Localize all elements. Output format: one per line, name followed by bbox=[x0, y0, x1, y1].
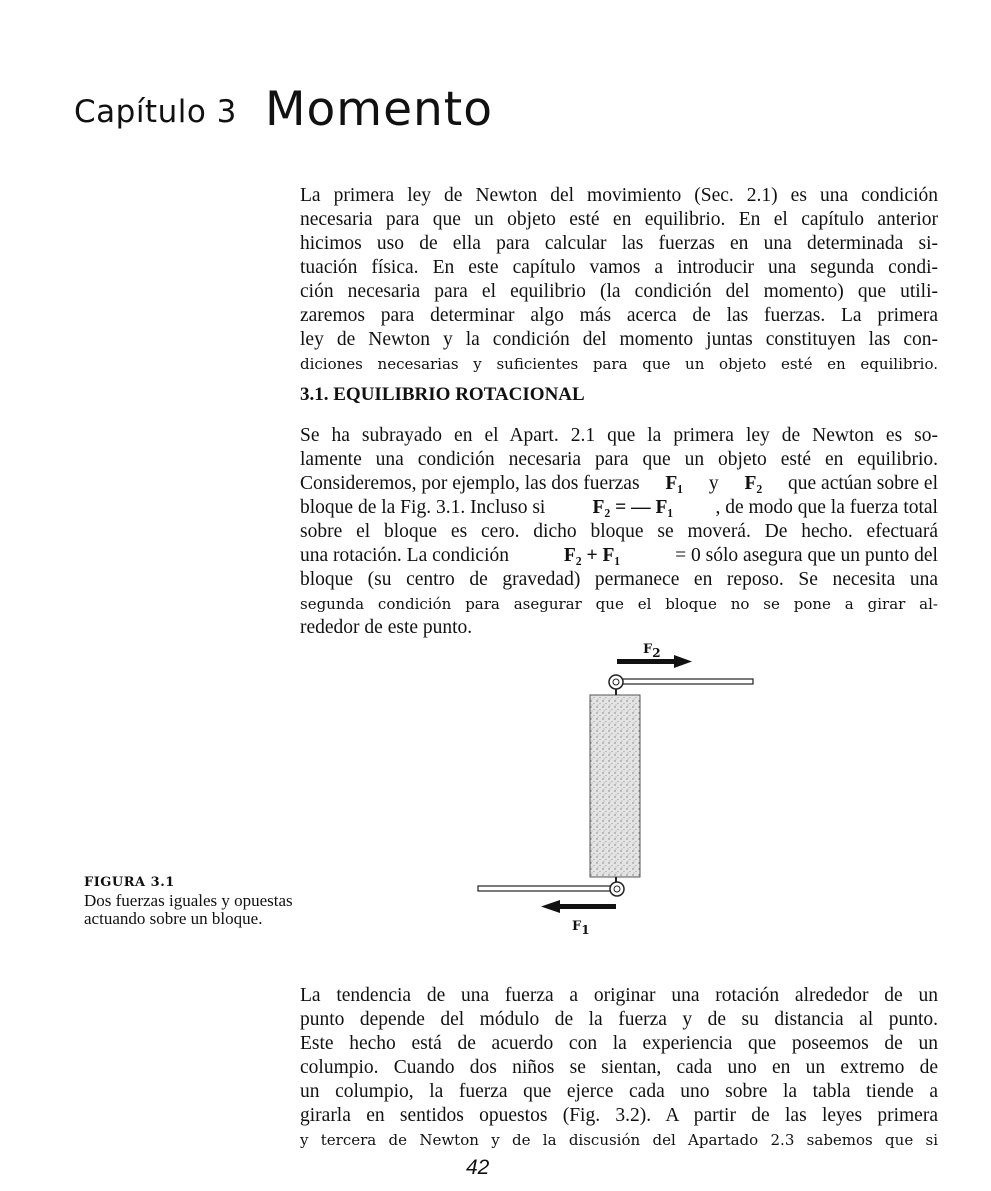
figure-block-forces bbox=[470, 640, 770, 940]
caption-line: actuando sobre un bloque. bbox=[84, 909, 263, 928]
text-line bbox=[300, 496, 938, 520]
text-line: ción necesaria para el equilibrio (la condición del momento) que utili- bbox=[300, 281, 938, 302]
paragraph-intro bbox=[300, 184, 938, 376]
text-line bbox=[300, 472, 938, 496]
bottom-rod bbox=[478, 877, 624, 896]
arrow-f1-icon bbox=[541, 900, 616, 913]
text-line: columpio. Cuando dos niños se sientan, cada uno en un extremo de bbox=[300, 1057, 938, 1078]
text-line: segunda condición para asegurar que el bloque no se pone a girar al- bbox=[300, 595, 938, 613]
text-line: La primera ley de Newton del movimiento (Sec. 2.1) es una condición bbox=[300, 185, 938, 206]
text-line: sobre el bloque es cero. dicho bloque se moverá. De hecho. efectuará bbox=[300, 521, 938, 542]
chapter-title: Momento bbox=[265, 82, 493, 137]
text-line: diciones necesarias y suficientes para que un objeto esté en equilibrio. bbox=[300, 355, 938, 373]
text-segment: = 0 sólo asegura que un punto del bbox=[670, 545, 938, 566]
text-line: y tercera de Newton y de la discusión del Apartado 2.3 sabemos que si bbox=[300, 1131, 938, 1149]
text-line: hicimos uso de ella para calcular las fuerzas en una determinada si- bbox=[300, 233, 938, 254]
text-line: Este hecho está de acuerdo con la experiencia que poseemos de un bbox=[300, 1033, 938, 1054]
text-line: bloque (su centro de gravedad) permanece en reposo. Se necesita una bbox=[300, 569, 938, 590]
chapter-label: Capítulo 3 bbox=[74, 94, 237, 130]
top-rod bbox=[609, 675, 753, 695]
text-line: tuación física. En este capítulo vamos a introducir una segunda condi- bbox=[300, 257, 938, 278]
force-equation: F₂ + F₁ bbox=[563, 545, 621, 566]
text-line: La tendencia de una fuerza a originar una rotación alrededor de un bbox=[300, 985, 938, 1006]
force-equation: F₂ = — F₁ bbox=[592, 497, 674, 518]
paragraph-equilibrium bbox=[300, 424, 938, 640]
text-segment: y bbox=[704, 473, 724, 494]
force-symbol: F bbox=[572, 919, 582, 934]
block bbox=[590, 695, 640, 877]
figure-label: FIGURA 3.1 bbox=[84, 875, 175, 890]
caption-line: Dos fuerzas iguales y opuestas bbox=[84, 891, 293, 910]
text-segment: Consideremos, por ejemplo, las dos fuerzas bbox=[300, 473, 645, 494]
text-line: necesaria para que un objeto esté en equilibrio. En el capítulo anterior bbox=[300, 209, 938, 230]
label-f1 bbox=[572, 919, 590, 937]
text-line bbox=[300, 544, 938, 568]
text-line: lamente una condición necesaria para que un objeto esté en equilibrio. bbox=[300, 449, 938, 470]
paragraph-torque bbox=[300, 984, 938, 1152]
text-line: Se ha subrayado en el Apart. 2.1 que la primera ley de Newton es so- bbox=[300, 425, 938, 446]
text-line: girarla en sentidos opuestos (Fig. 3.2). A partir de las leyes primera bbox=[300, 1105, 938, 1126]
text-line: punto depende del módulo de la fuerza y de su distancia al punto. bbox=[300, 1009, 938, 1030]
force-symbol: F₂ bbox=[744, 473, 763, 494]
text-line: un columpio, la fuerza que ejerce cada uno sobre la tabla tiende a bbox=[300, 1081, 938, 1102]
section-heading: 3.1. EQUILIBRIO ROTACIONAL bbox=[300, 384, 585, 405]
text-line: zaremos para determinar algo más acerca de las fuerzas. La primera bbox=[300, 305, 938, 326]
force-subscript: 2 bbox=[652, 646, 661, 660]
text-segment: bloque de la Fig. 3.1. Incluso si bbox=[300, 497, 551, 518]
force-symbol: F bbox=[643, 642, 653, 657]
label-f2 bbox=[643, 642, 661, 660]
text-segment: que actúan sobre el bbox=[783, 473, 938, 494]
text-segment: una rotación. La condición bbox=[300, 545, 514, 566]
figure-caption bbox=[84, 874, 293, 928]
text-segment: , de modo que la fuerza total bbox=[715, 497, 938, 518]
page-number: 42 bbox=[466, 1156, 490, 1179]
force-symbol: F₁ bbox=[665, 473, 684, 494]
force-subscript: 1 bbox=[581, 923, 590, 937]
text-line: ley de Newton y la condición del momento juntas constituyen las con- bbox=[300, 329, 938, 350]
text-line: rededor de este punto. bbox=[300, 617, 473, 638]
